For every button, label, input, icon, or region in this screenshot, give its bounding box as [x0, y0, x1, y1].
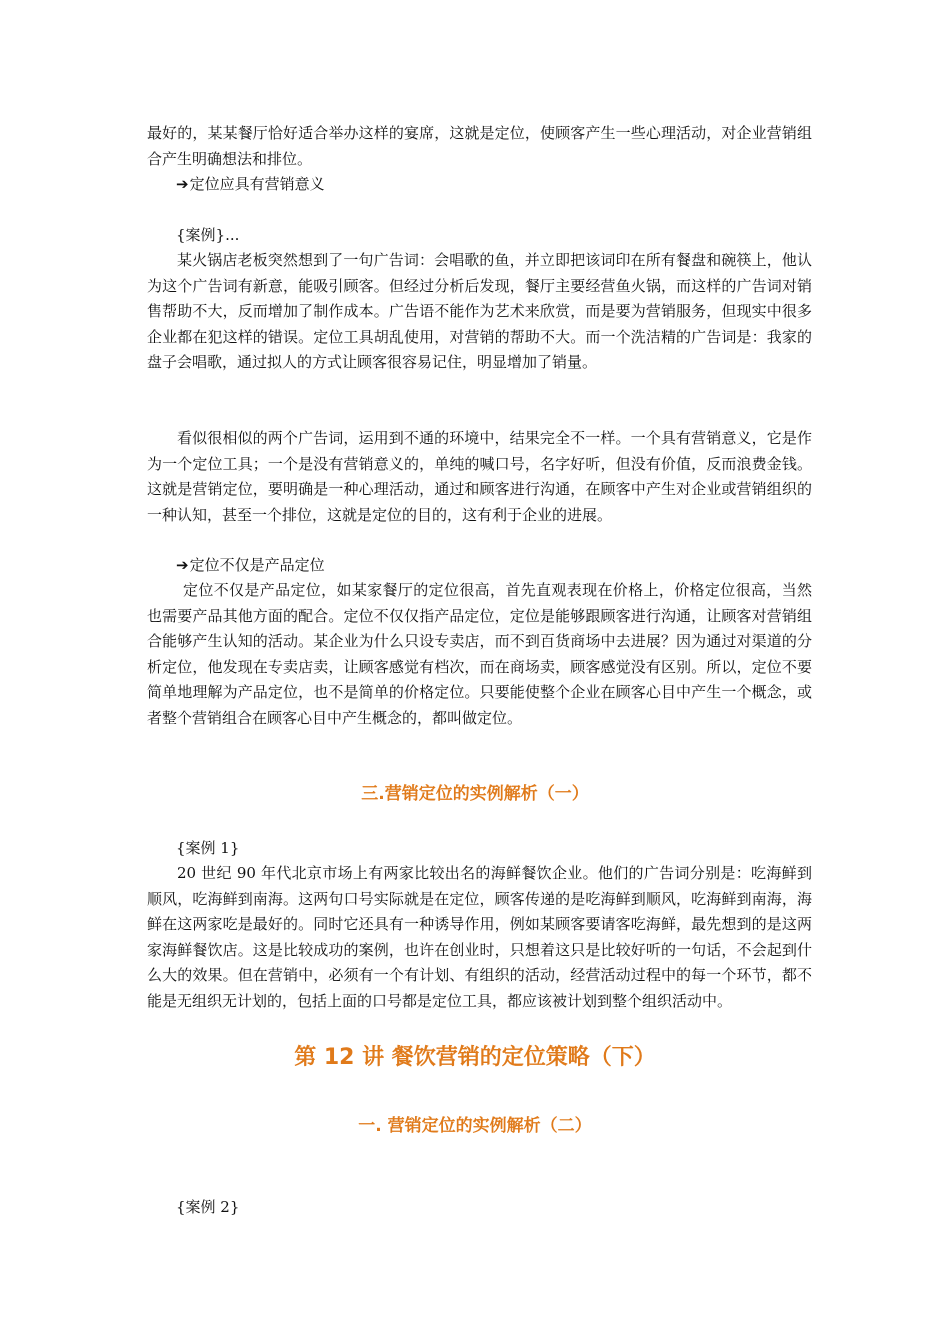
paragraph-positioning-intro: 最好的，某某餐厅恰好适合举办这样的宴席，这就是定位，使顾客产生一些心理活动，对企业营销组合产生明确想法和排位。 — [147, 124, 812, 168]
case-1-label: {案例 1} — [176, 839, 240, 857]
section-heading-1: 三.营销定位的实例解析（一） — [361, 784, 589, 804]
bullet-not-only-product — [176, 553, 325, 579]
case-label: {案例}... — [176, 226, 240, 244]
paragraph-product-positioning: 定位不仅是产品定位，如某家餐厅的定位很高，首先直观表现在价格上，价格定位很高，当然也需要产品其他方面的配合。定位不仅仅指产品定位，定位是能够跟顾客进行沟通，让顾客对营销组合能够产生认知的活动。某企业为什么只设专卖店，而不到百货商场中去进展？因为通过对渠道的分析定位，他发现在专卖店卖，让顾客感觉有档次，而在商场卖，顾客感觉没有区别。所以，定位不要简单地理解为产品定位，也不是简单的价格定位。只要能使整个企业在顾客心目中产生一个概念，或者整个营销组合在顾客心目中产生概念的，都叫做定位。 — [147, 581, 812, 727]
bullet-text: 定位应具有营销意义 — [189, 175, 325, 193]
case-2-label: {案例 2} — [176, 1198, 240, 1216]
arrow-icon: ➔ — [176, 556, 189, 574]
bullet-marketing-meaning — [176, 172, 325, 198]
arrow-icon: ➔ — [176, 175, 189, 193]
paragraph-hotpot-case: 某火锅店老板突然想到了一句广告词：会唱歌的鱼，并立即把该词印在所有餐盘和碗筷上，他认为这个广告词有新意，能吸引顾客。但经过分析后发现，餐厅主要经营鱼火锅，而这样的广告词对销售帮助不大，反而增加了制作成本。广告语不能作为艺术来欣赏，而是要为营销服务，但现实中很多企业都在犯这样的错误。定位工具胡乱使用，对营销的帮助不大。而一个洗洁精的广告词是：我家的盘子会唱歌，通过拟人的方式让顾客很容易记住，明显增加了销量。 — [147, 251, 812, 371]
bullet-text: 定位不仅是产品定位 — [189, 556, 325, 574]
section-heading-2: 一. 营销定位的实例解析（二） — [358, 1116, 592, 1136]
chapter-title: 第 12 讲 餐饮营销的定位策略（下） — [294, 1045, 656, 1070]
paragraph-seafood-case: 20 世纪 90 年代北京市场上有两家比较出名的海鲜餐饮企业。他们的广告词分别是：吃海鲜到顺风，吃海鲜到南海。这两句口号实际就是在定位，顾客传递的是吃海鲜到顺风，吃海鲜到南海，海鲜在这两家吃是最好的。同时它还具有一种诱导作用，例如某顾客要请客吃海鲜，最先想到的是这两家海鲜餐饮店。这是比较成功的案例，也许在创业时，只想着这只是比较好听的一句话，不会起到什么大的效果。但在营销中，必须有一个有计划、有组织的活动，经营活动过程中的每一个环节，都不能是无组织无计划的，包括上面的口号都是定位工具，都应该被计划到整个组织活动中。 — [147, 864, 812, 1010]
paragraph-two-slogans: 看似很相似的两个广告词，运用到不通的环境中，结果完全不一样。一个具有营销意义，它是作为一个定位工具；一个是没有营销意义的，单纯的喊口号，名字好听，但没有价值，反而浪费金钱。这就是营销定位，要明确是一种心理活动，通过和顾客进行沟通，在顾客中产生对企业或营销组织的一种认知，甚至一个排位，这就是定位的目的，这有利于企业的进展。 — [147, 429, 812, 524]
